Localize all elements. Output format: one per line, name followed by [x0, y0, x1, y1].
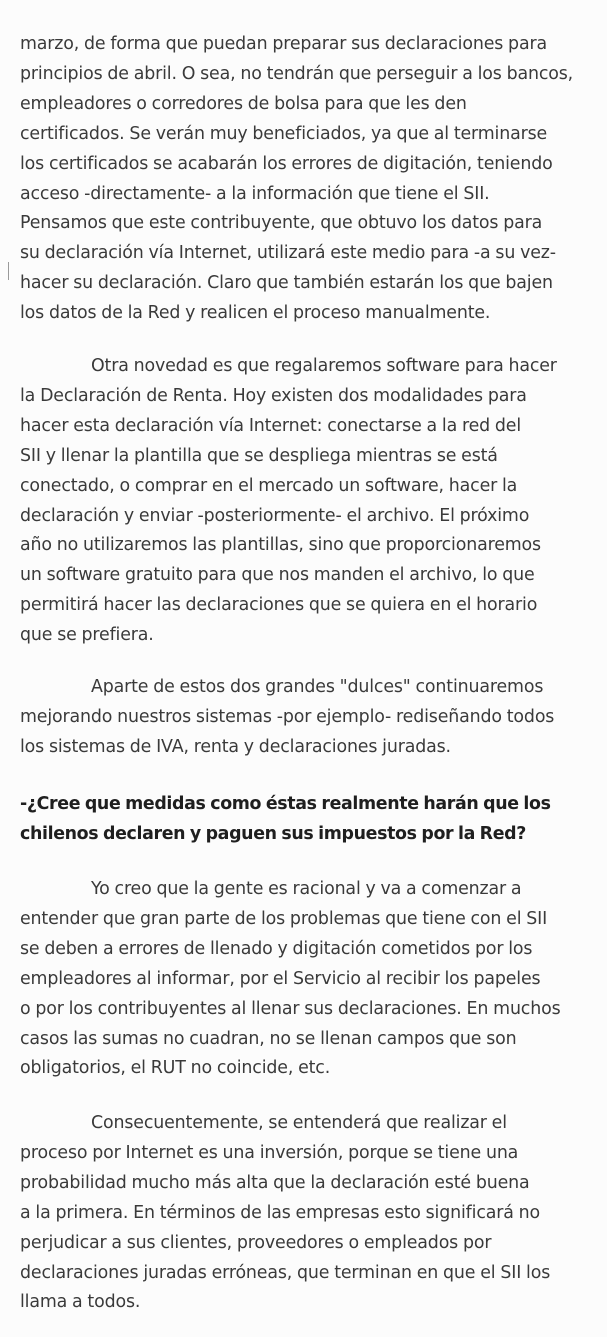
text-line: certificados. Se verán muy beneficiados, ya que al terminarse [20, 123, 548, 144]
text-line: SII y llenar la plantilla que se despliega mientras se está [20, 445, 498, 466]
interview-question [20, 790, 600, 850]
text-line: Yo creo que la gente es racional y va a comenzar a [91, 879, 522, 899]
text-line: perjudicar a sus clientes, proveedores o empleados por [20, 1232, 492, 1253]
text-line: hacer esta declaración vía Internet: conectarse a la red del [20, 415, 522, 436]
text-line: conectado, o comprar en el mercado un software, hacer la [20, 475, 518, 496]
text-line: hacer su declaración. Claro que también estarán los que bajen [20, 273, 553, 294]
margin-mark [8, 262, 9, 280]
text-line: los datos de la Red y realicen el proceso manualmente. [20, 303, 491, 324]
text-line: Otra novedad es que regalaremos software para hacer [91, 356, 557, 376]
paragraph-4 [20, 875, 600, 1084]
text-line: casos las sumas no cuadran, no se llenan campos que son [20, 1028, 517, 1049]
text-line: año no utilizaremos las plantillas, sino que proporcionaremos [20, 535, 541, 556]
text-line: se deben a errores de llenado y digitación cometidos por los [20, 938, 533, 959]
text-line: Pensamos que este contribuyente, que obtuvo los datos para [20, 213, 543, 234]
text-line: marzo, de forma que puedan preparar sus declaraciones para [20, 34, 547, 54]
paragraph-5 [20, 1109, 600, 1318]
text-line: empleadores al informar, por el Servicio al recibir los papeles [20, 968, 541, 989]
text-line: un software gratuito para que nos manden el archivo, lo que [20, 565, 535, 586]
text-line: su declaración vía Internet, utilizará este medio para -a su vez- [20, 243, 556, 264]
text-line: declaración y enviar -posteriormente- el archivo. El próximo [20, 505, 530, 526]
text-line: empleadores o corredores de bolsa para que les den [20, 93, 467, 114]
text-line: a la primera. En términos de las empresas esto significará no [20, 1202, 540, 1223]
text-line: probabilidad mucho más alta que la declaración esté buena [20, 1172, 530, 1193]
text-line: acceso -directamente- a la información que tiene el SII. [20, 183, 490, 204]
paragraph-3 [20, 673, 600, 763]
text-line: principios de abril. O sea, no tendrán que perseguir a los bancos, [20, 63, 574, 84]
text-line: obligatorios, el RUT no coincide, etc. [20, 1058, 331, 1079]
question-line: -¿Cree que medidas como éstas realmente harán que los [20, 794, 551, 814]
text-line: llama a todos. [20, 1292, 141, 1313]
text-line: Aparte de estos dos grandes "dulces" continuaremos [91, 677, 544, 697]
text-line: entender que gran parte de los problemas que tiene con el SII [20, 908, 548, 929]
text-line: los sistemas de IVA, renta y declaraciones juradas. [20, 736, 451, 757]
text-line: los certificados se acabarán los errores de digitación, teniendo [20, 153, 553, 174]
text-line: mejorando nuestros sistemas -por ejemplo- rediseñando todos [20, 706, 555, 727]
text-line: permitirá hacer las declaraciones que se quiera en el horario [20, 595, 538, 616]
question-line: chilenos declaren y paguen sus impuestos por la Red? [20, 823, 526, 844]
paragraph-1 [20, 30, 600, 329]
text-line: declaraciones juradas erróneas, que terminan en que el SII los [20, 1262, 551, 1283]
text-line: proceso por Internet es una inversión, porque se tiene una [20, 1142, 519, 1163]
text-line: Consecuentemente, se entenderá que realizar el [91, 1113, 507, 1133]
text-line: o por los contribuyentes al llenar sus declaraciones. En muchos [20, 998, 561, 1019]
text-line: que se prefiera. [20, 625, 154, 646]
paragraph-2 [20, 352, 600, 651]
text-line: la Declaración de Renta. Hoy existen dos modalidades para [20, 385, 527, 406]
